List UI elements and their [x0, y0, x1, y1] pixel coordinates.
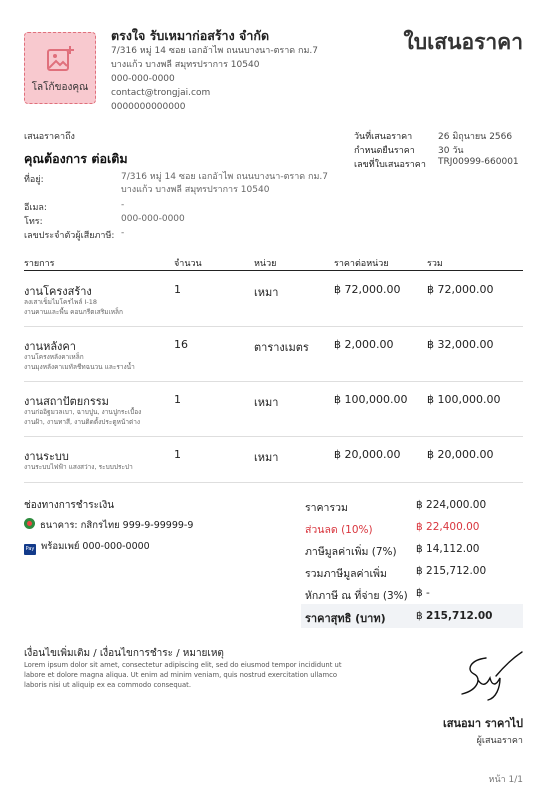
image-add-icon — [46, 45, 76, 73]
notes-body — [24, 660, 354, 690]
kasikorn-bank-icon — [24, 518, 35, 529]
withholding-tax-label: หักภาษี ณ ที่จ่าย (3%) — [305, 590, 408, 602]
item-description: ลงเสาเข็มไมโครไพล์ I-18 — [24, 298, 97, 306]
item-description: งานก่ออิฐมวลเบา, ฉาบปูน, งานปูกระเบื้อง — [24, 408, 142, 416]
quote-to-label: เสนอราคาถึง — [24, 132, 75, 142]
column-header-qty: จำนวน — [174, 259, 202, 269]
vat-value: ฿ 14,112.00 — [416, 543, 480, 555]
item-unit-price: ฿ 100,000.00 — [334, 393, 408, 406]
item-unit-price: ฿ 2,000.00 — [334, 338, 394, 351]
notes-title: เงื่อนไขเพิ่มเติม / เงื่อนไขการชำระ / หมายเหตุ — [24, 648, 224, 659]
customer-email: - — [121, 200, 125, 210]
item-description: งานคานและพื้น คอนกรีตเสริมเหล็ก — [24, 308, 123, 316]
bank-account: ธนาคาร: กสิกรไทย 999-9-99999-9 — [40, 520, 194, 531]
company-address-line2: บางแก้ว บางพลี สมุทรปราการ 10540 — [111, 60, 260, 70]
customer-name: คุณต้องการ ต่อเติม — [24, 151, 128, 166]
company-address-line1: 7/316 หมู่ 14 ซอย เอกอัาไพ ถนนบางนา-ตราด กม.7 — [111, 46, 318, 56]
item-unit: เหมา — [254, 286, 279, 299]
baht-symbol: ฿ — [416, 610, 423, 622]
discount-label: ส่วนลด (10%) — [305, 524, 373, 536]
customer-address-line2: บางแก้ว บางพลี สมุทรปราการ 10540 — [121, 185, 270, 195]
signer-role: ผู้เสนอราคา — [476, 736, 523, 746]
column-header-total: รวม — [427, 259, 443, 269]
notes-line: Lorem ipsum dolor sit amet, consectetur adipiscing elit, sed do eiusmod tempor incididunt ut — [24, 661, 342, 669]
quote-number: TRJ00999-660001 — [438, 157, 519, 167]
column-header-item: รายการ — [24, 259, 55, 269]
customer-tax-id: - — [121, 228, 125, 238]
item-description: งานฝ้า, งานทาสี, งานติดตั้งประตูหน้าต่าง — [24, 418, 141, 426]
item-name: งานโครงสร้าง — [24, 285, 92, 298]
row-divider — [24, 326, 523, 327]
item-qty: 1 — [174, 283, 181, 296]
customer-email-label: อีเมล: — [24, 203, 47, 213]
row-divider — [24, 436, 523, 437]
signer-name: เสนอมา ราคาไป — [443, 717, 523, 730]
page-number: หน้า 1/1 — [488, 775, 523, 785]
notes-line: laboris nisi ut aliquip ex ea commodo consequat. — [24, 681, 191, 689]
item-unit: เหมา — [254, 396, 279, 409]
document-title: ใบเสนอราคา — [403, 30, 523, 54]
item-description: งานระบบไฟฟ้า แสงสว่าง, ระบบประปา — [24, 463, 133, 471]
valid-period-label: กำหนดยืนราคา — [354, 146, 415, 156]
company-name: ตรงใจ รับเหมาก่อสร้าง จำกัด — [111, 28, 270, 43]
company-phone: 000-000-0000 — [111, 74, 175, 84]
item-description: งานโครงหลังคาเหล็ก — [24, 353, 84, 361]
item-unit-price: ฿ 20,000.00 — [334, 448, 401, 461]
quote-date: 26 มิถุนายน 2566 — [438, 132, 513, 142]
column-header-unit: หน่วย — [254, 259, 277, 269]
item-unit-price: ฿ 72,000.00 — [334, 283, 401, 296]
quote-date-label: วันที่เสนอราคา — [354, 132, 413, 142]
item-total: ฿ 20,000.00 — [427, 448, 494, 461]
subtotal-value: ฿ 224,000.00 — [416, 499, 487, 511]
item-qty: 1 — [174, 393, 181, 406]
incl-vat-label: รวมภาษีมูลค่าเพิ่ม — [305, 568, 387, 580]
subtotal-label: ราคารวม — [305, 502, 348, 514]
column-header-unit-price: ราคาต่อหน่วย — [334, 259, 389, 269]
customer-address-label: ที่อยู่: — [24, 175, 44, 185]
company-logo-placeholder — [24, 32, 96, 104]
incl-vat-value: ฿ 215,712.00 — [416, 565, 487, 577]
withholding-tax-value: ฿ - — [416, 587, 430, 599]
net-total-amount: 215,712.00 — [426, 610, 493, 622]
payment-methods-title: ช่องทางการชำระเงิน — [24, 500, 115, 511]
promptpay-icon: Pay — [24, 544, 36, 555]
promptpay-number: พร้อมเพย์ 000-000-0000 — [41, 541, 150, 552]
customer-phone: 000-000-0000 — [121, 214, 185, 224]
promptpay-row — [24, 539, 150, 555]
discount-value: ฿ 22,400.00 — [416, 521, 480, 533]
item-unit: เหมา — [254, 451, 279, 464]
item-qty: 16 — [174, 338, 188, 351]
item-name: งานหลังคา — [24, 340, 76, 353]
quote-number-label: เลขที่ใบเสนอราคา — [354, 160, 426, 170]
item-total: ฿ 100,000.00 — [427, 393, 501, 406]
item-name: งานสถาปัตยกรรม — [24, 395, 109, 408]
valid-period: 30 วัน — [438, 146, 464, 156]
customer-address-line1: 7/316 หมู่ 14 ซอย เอกอัาไพ ถนนบางนา-ตราด กม.7 — [121, 172, 328, 182]
logo-label: โลโก้ของคุณ — [31, 82, 89, 93]
item-qty: 1 — [174, 448, 181, 461]
table-header-divider — [24, 270, 523, 271]
customer-phone-label: โทร: — [24, 217, 43, 227]
item-total: ฿ 32,000.00 — [427, 338, 494, 351]
net-total-label: ราคาสุทธิ (บาท) — [305, 612, 386, 625]
company-email: contact@trongjai.com — [111, 88, 211, 98]
customer-tax-label: เลขประจำตัวผู้เสียภาษี: — [24, 231, 115, 241]
signature-image — [456, 650, 526, 702]
item-name: งานระบบ — [24, 450, 69, 463]
item-total: ฿ 72,000.00 — [427, 283, 494, 296]
bank-account-row — [24, 518, 193, 533]
table-bottom-divider — [24, 482, 523, 483]
item-description: งานมุงหลังคาเมทัลชีทฉนวน และรางน้ำ — [24, 363, 135, 371]
net-total-value — [416, 610, 492, 622]
notes-line: labore et dolore magna aliqua. Ut enim ad minim veniam, quis nostrud exercitation ullamco — [24, 671, 337, 679]
row-divider — [24, 381, 523, 382]
vat-label: ภาษีมูลค่าเพิ่ม (7%) — [305, 546, 397, 558]
item-unit: ตารางเมตร — [254, 341, 309, 354]
company-tax-id: 0000000000000 — [111, 102, 186, 112]
